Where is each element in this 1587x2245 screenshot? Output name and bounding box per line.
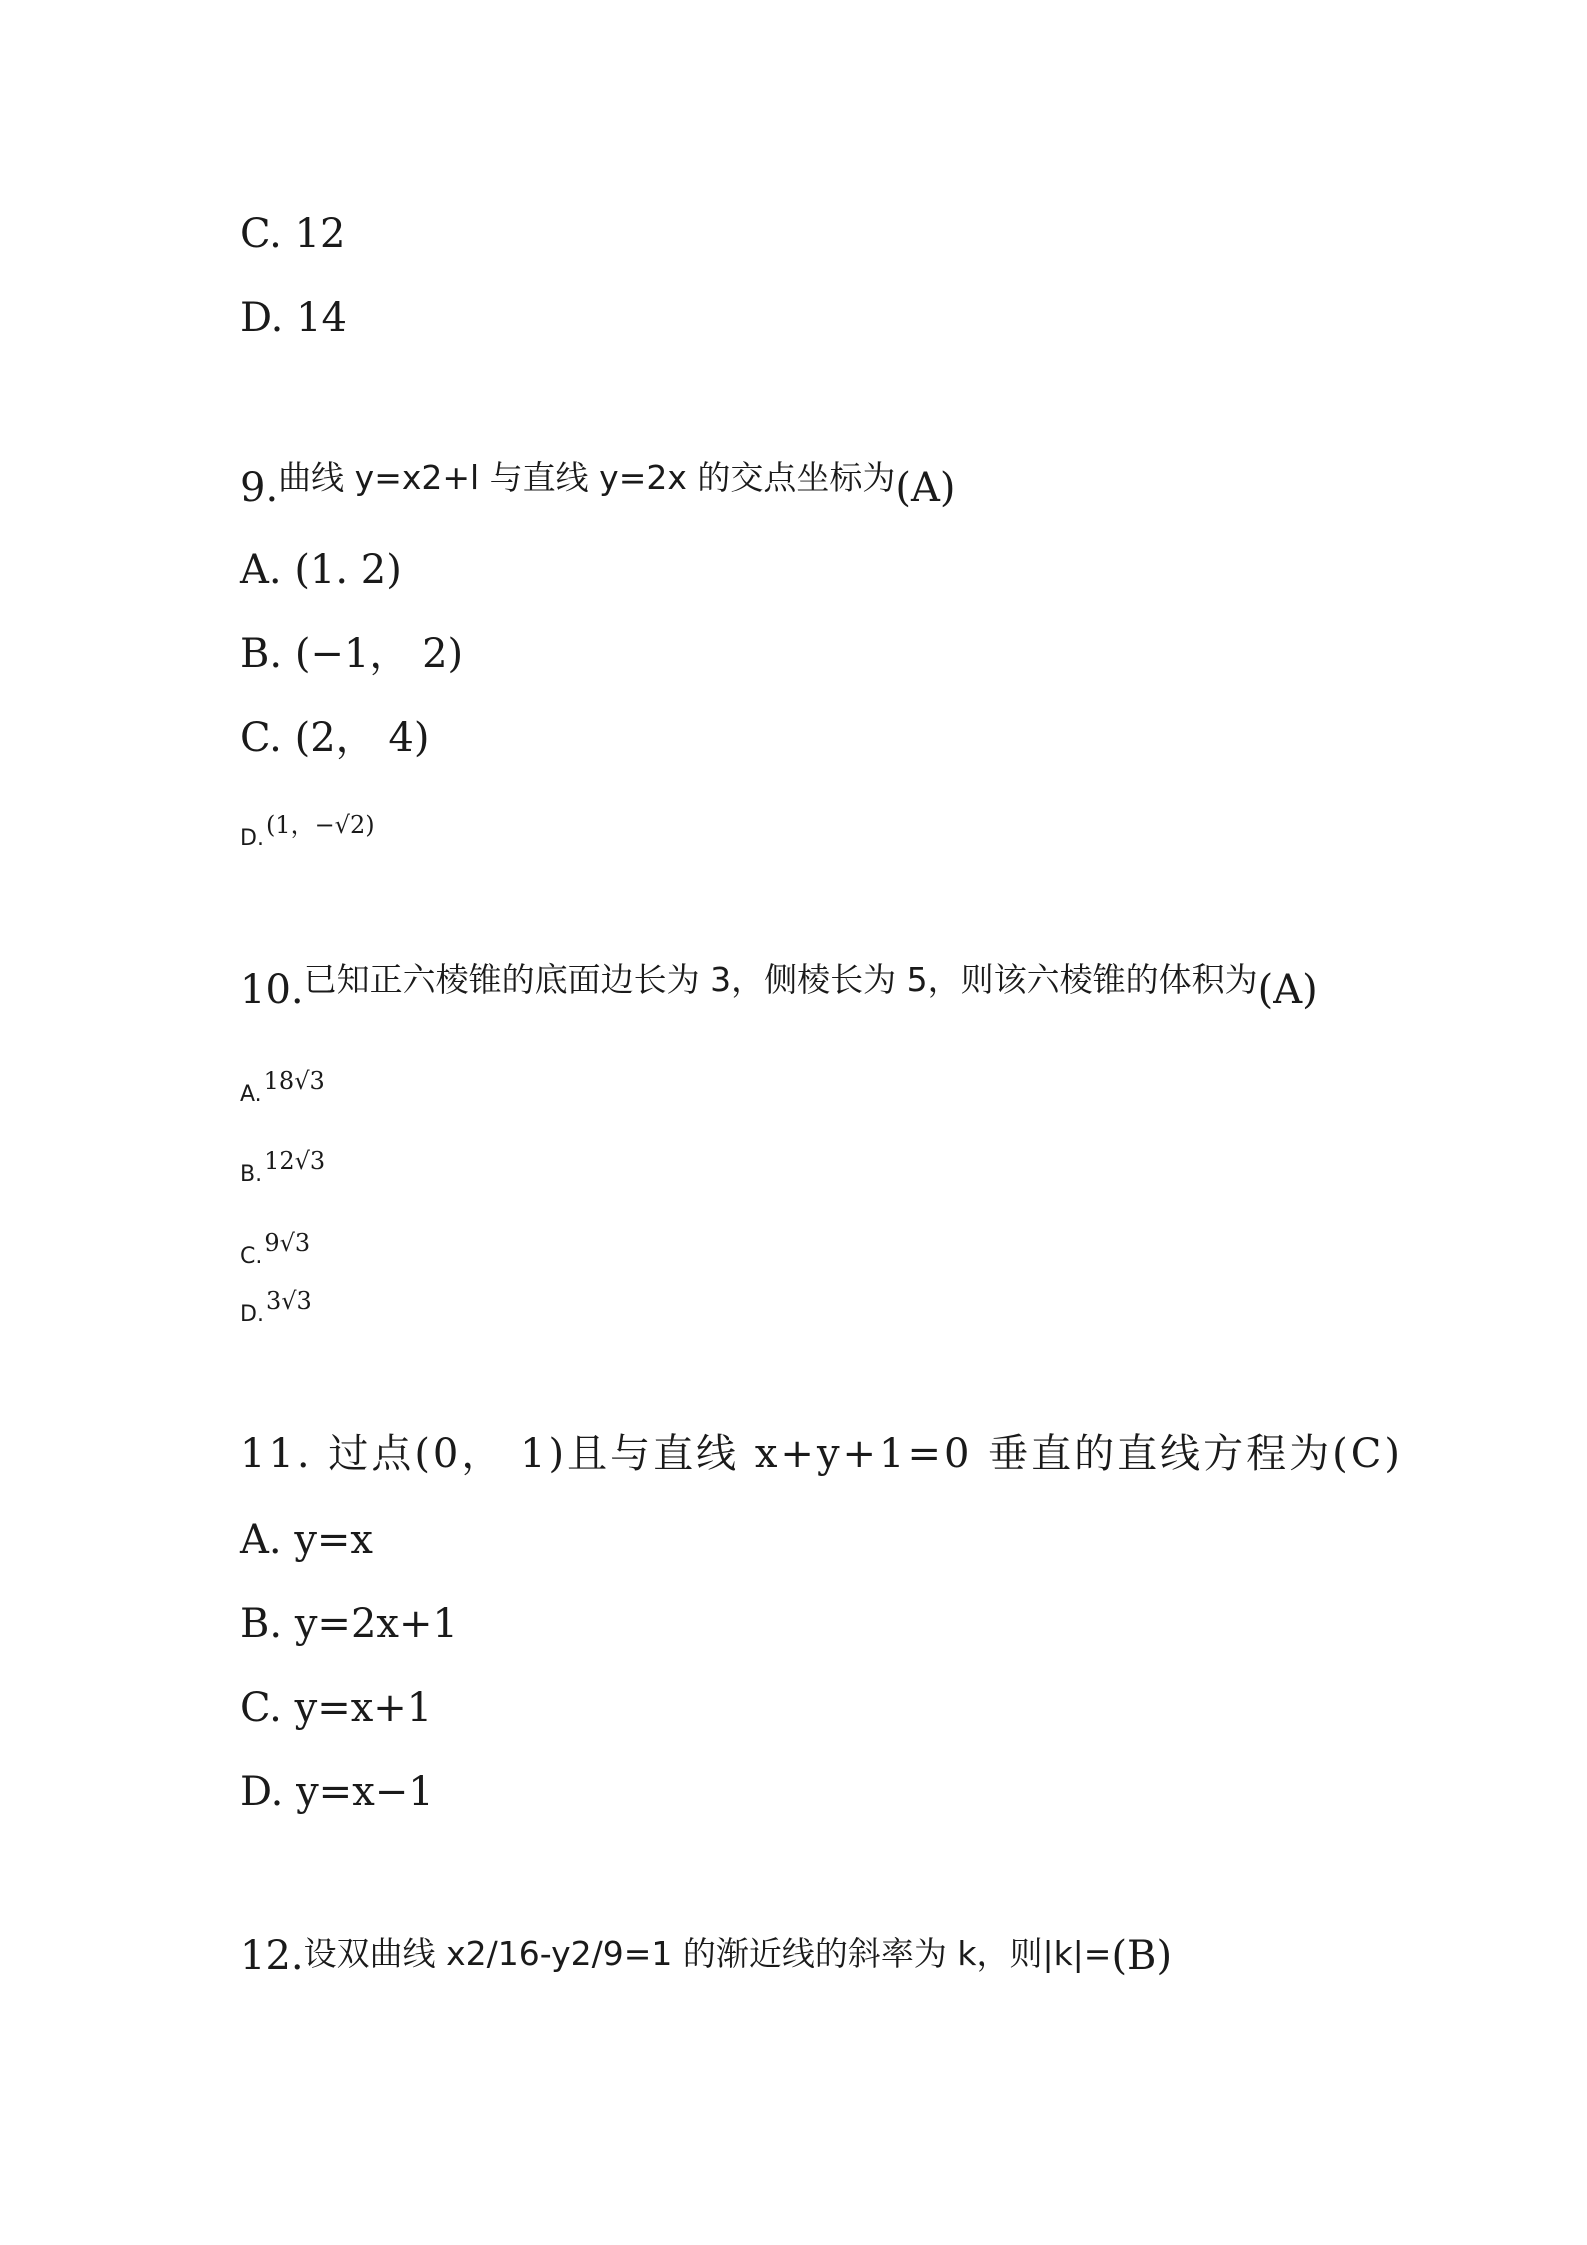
question-text: 已知正六棱锥的底面边长为 3，侧棱长为 5，则该六棱锥的体积为 bbox=[303, 960, 1258, 999]
question-text: 设双曲线 x2/16-y2/9=1 的渐近线的斜率为 k，则|k|= bbox=[303, 1934, 1112, 1973]
q11-option-c: C. y=x+1 bbox=[240, 1685, 433, 1731]
question-12 bbox=[240, 1932, 1172, 1980]
option-label: B. bbox=[240, 1162, 263, 1187]
option-value: 3√3 bbox=[265, 1287, 312, 1315]
option-label: D. bbox=[240, 1302, 264, 1327]
question-11: 11. 过点(0， 1)且与直线 x+y+1=0 垂直的直线方程为(C) bbox=[240, 1431, 1403, 1477]
q11-option-a: A. y=x bbox=[240, 1517, 373, 1563]
question-9 bbox=[240, 458, 956, 512]
question-10 bbox=[240, 960, 1318, 1014]
option-value: 9√3 bbox=[264, 1229, 311, 1257]
answer-key: (A) bbox=[1257, 967, 1318, 1013]
q9-option-c: C. (2， 4) bbox=[240, 715, 430, 761]
question-number: 10. bbox=[240, 967, 304, 1013]
option-label: C. bbox=[240, 1244, 263, 1269]
option-value: 12√3 bbox=[264, 1147, 326, 1175]
option-value: (1，−√2) bbox=[265, 811, 375, 839]
answer-key: (B) bbox=[1111, 1933, 1173, 1979]
q10-option-d bbox=[240, 1284, 312, 1339]
answer-key: (A) bbox=[895, 465, 956, 511]
q11-option-d: D. y=x−1 bbox=[240, 1769, 434, 1815]
q9-option-a: A. (1. 2) bbox=[240, 547, 402, 593]
q8-option-d: D. 14 bbox=[240, 295, 347, 341]
question-text: 曲线 y=x2+l 与直线 y=2x 的交点坐标为 bbox=[278, 458, 896, 497]
option-label: D. bbox=[240, 826, 264, 851]
q8-option-c: C. 12 bbox=[240, 211, 346, 257]
question-number: 12. bbox=[240, 1933, 304, 1979]
option-value: 18√3 bbox=[263, 1067, 325, 1095]
q9-option-d bbox=[240, 808, 375, 863]
q11-option-b: B. y=2x+1 bbox=[240, 1601, 458, 1647]
q10-option-a bbox=[240, 1064, 325, 1119]
q9-option-b: B. (−1， 2) bbox=[240, 631, 464, 677]
option-label: A. bbox=[240, 1082, 262, 1107]
q10-option-b bbox=[240, 1144, 325, 1199]
question-number: 9. bbox=[240, 465, 279, 511]
q10-option-c bbox=[240, 1226, 310, 1281]
